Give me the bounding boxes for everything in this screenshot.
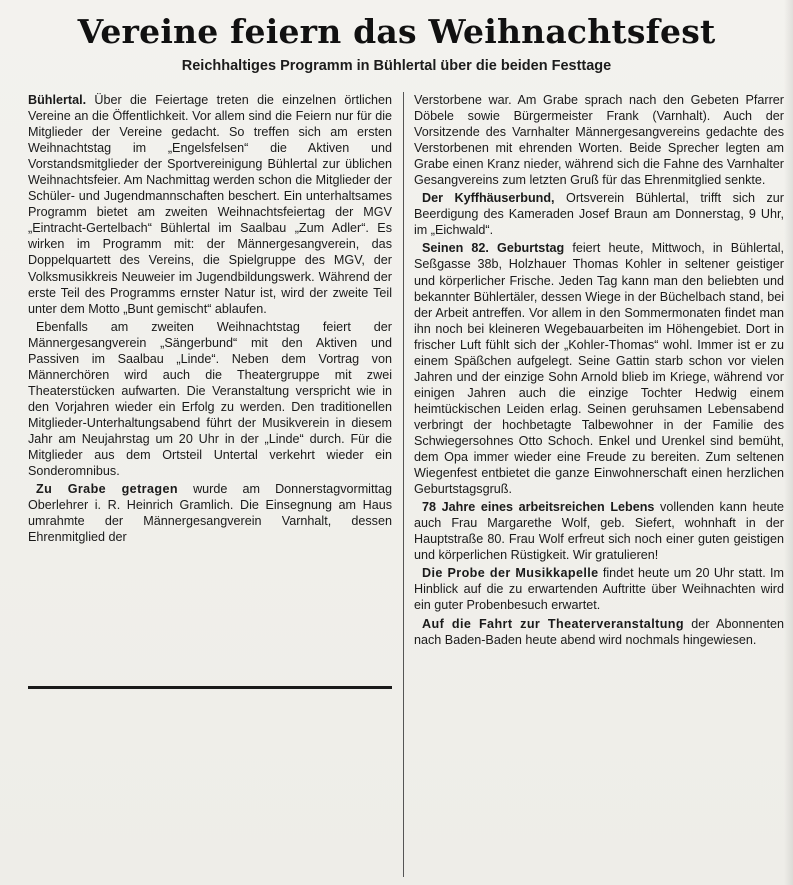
paragraph-lead: 78 Jahre eines arbeitsreichen Lebens [422, 500, 655, 515]
paragraph-lead: Die Probe der Musikkapelle [422, 566, 599, 581]
paragraph-zu-grabe [28, 481, 392, 545]
column-divider [403, 92, 404, 877]
paragraph-lead: Auf die Fahrt zur Theaterveranstaltung [422, 616, 684, 631]
column-end-rule [28, 686, 392, 689]
paragraph-lead: Zu Grabe getragen [36, 482, 178, 497]
paragraph-text: wurde am Donnerstagvormittag Oberlehrer i. R. Heinrich Gramlich. Die Einsegnung am Haus umrahmte der Männergesangverein Varnhalt, dessen Ehrenmitglied der [28, 482, 392, 545]
paragraph-geburtstag [414, 240, 784, 497]
paper-edge-shadow [784, 0, 793, 885]
right-column [414, 92, 784, 648]
paragraph-text: Verstorbene war. Am Grabe sprach nach den Gebeten Pfarrer Döbele sowie Bürgermeister Frank (Varnhalt). Auch der Vorsitzende des Varnhalter Männergesangvereins gedachte des Verstorbenen mit ehrenden Worten. Beide Sprecher legten am Grabe einen Kranz nieder, während sich die Fahne des Varnhalter Gesangvereins zum letzten Gruß für das Ehrenmitglied senkte. [414, 93, 784, 188]
dateline: Bühlertal. [28, 93, 87, 107]
paragraph-saengerbund [28, 319, 392, 479]
article-headline: Vereine feiern das Weihnachtsfest [77, 12, 716, 51]
paragraph-theaterfahrt [414, 616, 784, 648]
paragraph-text: Ortsverein Bühlertal, trifft sich zur Beerdigung des Kameraden Josef Braun am Donnerstag, 9 Uhr, im „Eichwald“. [414, 191, 784, 238]
article-subheadline: Reichhaltiges Programm in Bühlertal über die beiden Festtage [181, 58, 612, 74]
paragraph-78-jahre [414, 499, 784, 563]
paragraph-text: vollenden kann heute auch Frau Margarethe Wolf, geb. Siefert, wohnhaft in der Hauptstraße 80. Frau Wolf erfreut sich noch einer guten geistigen und körperlichen Rüstigkeit. Wir gratulieren! [414, 500, 784, 563]
paragraph-text: Über die Feiertage treten die einzelnen örtlichen Vereine an die Öffentlichkeit. Vor allem sind die Feiern nur für die Mitglieder der Vereine gedacht. So treffen sich am ersten Weihnachtstag im „Engelsfelsen“ die Aktiven und Vorstandsmitglieder der Sportvereinigung Bühlertal zur üblichen Weihnachtsfeier. Am Nachmittag werden schon die Mitglieder der Schüler- und Jugendmannschaften beschert. Ein unterhaltsames Programm bietet am zweiten Weihnachtsfeiertag der MGV „Eintracht-Gertelbach“ Bühlertal im Saalbau „Zum Adler“. Es wirken im Programm mit: der Männergesangverein, das Doppelquartett des Vereins, die Spielgruppe des MGV, der Volksmusikkreis Neuweier im Jugendbildungswerk. Während der erste Teil des Programms ernster Natur ist, wird der zweite Teil unter dem Motto „Bunt gemischt“ ablaufen. [28, 93, 392, 316]
paragraph-text: feiert heute, Mittwoch, in Bühlertal, Seßgasse 38b, Holzhauer Thomas Kohler in seltener geistiger und körperlicher Frische. Jeden Tag kann man den beliebten und bekannter Bühlertäler, dessen Wiege in der Büchelbach stand, bei der Arbeit antreffen. Vor allem in den Sommermonaten findet man ihn noch bei kleineren Wegebauarbeiten im Höhengebiet. Dort in frischer Luft fühlt sich der „Kohler-Thomas“ wohl. Immer ist er zu einem Späßchen aufgelegt. Seine Gattin starb schon vor vielen Jahren und der einzige Sohn Arnold blieb im Kriege, während vor einigen Jahren auch die einzige Tochter Hedwig einem heimtückischen Leiden erlag. Seinen geruhsamen Lebensabend verbringt der hochbetagte Talbewohner in der Familie des Schwiegersohnes Otto Schoch. Enkel und Urenkel sind bemüht, dem Opa immer wieder eine Freude zu bereiten. Zum seltenen Wiegenfest entbietet die ganze Einwohnerschaft einen herzlichen Geburtstagsgruß. [414, 241, 784, 497]
paragraph-kyffhaeuserbund [414, 190, 784, 238]
left-column [28, 92, 392, 545]
paragraph-text: der Abonnenten nach Baden-Baden heute abend wird nochmals hingewiesen. [414, 616, 784, 647]
paragraph-musikkapelle [414, 565, 784, 613]
paragraph-buehlertal [28, 92, 392, 317]
paragraph-lead: Der Kyffhäuserbund, [422, 191, 555, 206]
paragraph-text: Ebenfalls am zweiten Weihnachtstag feiert der Männergesangverein „Sängerbund“ mit den Aktiven und Passiven im Saalbau „Linde“. Neben dem Vortrag von Männerchören wird auch die Theatergruppe mit zwei Theaterstücken aufwarten. Die Veranstaltung verspricht wie in den Vorjahren wieder ein Erfolg zu werden. Den traditionellen Mitglieder-Unterhaltungsabend führt der Musikverein in diesem Jahr am Neujahrstag um 20 Uhr in der „Linde“ durch. Für die Mitglieder aus dem Ortsteil Untertal verkehrt wieder ein Sonderomnibus. [28, 319, 392, 479]
paragraph-continuation [414, 92, 784, 188]
paragraph-text: findet heute um 20 Uhr statt. Im Hinblick auf die zu erwartenden Auftritte über Weihnachten wird ein guter Probenbesuch erwartet. [414, 566, 784, 613]
paragraph-lead: Seinen 82. Geburtstag [422, 241, 565, 256]
